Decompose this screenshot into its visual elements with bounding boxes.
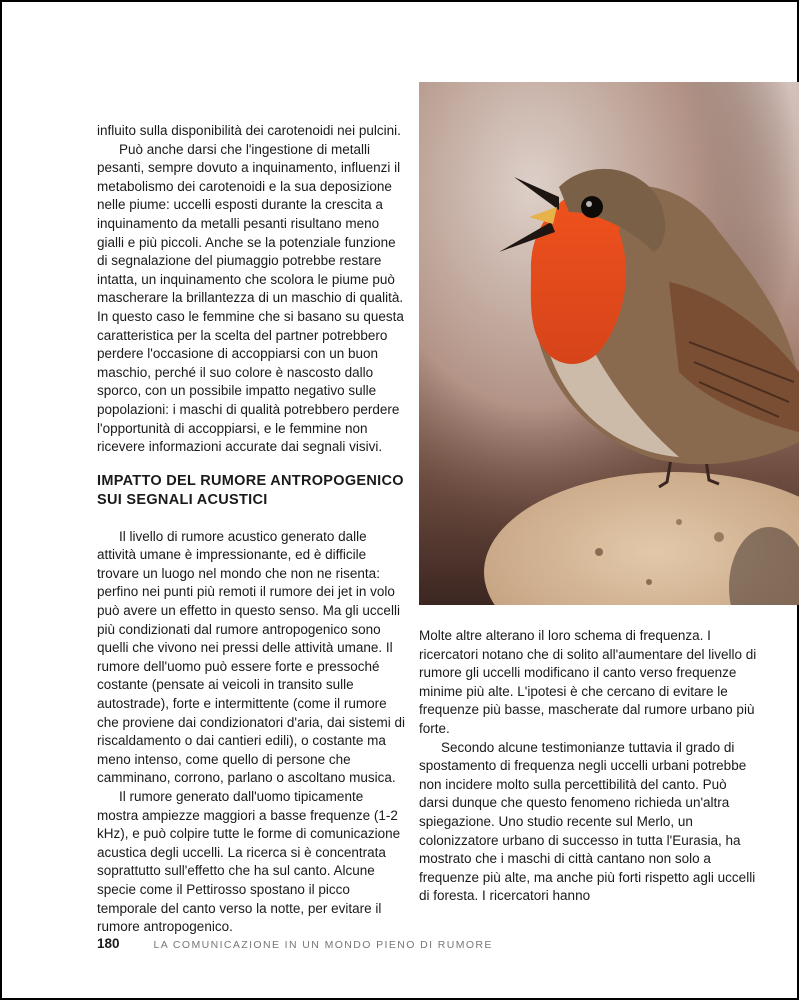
running-head: LA COMUNICAZIONE IN UN MONDO PIENO DI RUMORE (153, 939, 493, 951)
paragraph: Molte altre alterano il loro schema di frequenza. I ricercatori notano che di solito all'aumentare del livello di rumore gli uccelli modificano il canto verso frequenze minime più alte. L'ipotesi è che cercano di evitare le frequenze più basse, mascherate dal rumore urbano più forte. (419, 628, 757, 736)
left-text-column (97, 122, 407, 937)
robin-illustration (419, 82, 799, 605)
section-heading: IMPATTO DEL RUMORE ANTROPOGENICO SUI SEGNALI ACUSTICI (97, 472, 404, 508)
paragraph: influito sulla disponibilità dei carotenoidi nei pulcini. (97, 123, 401, 138)
paragraph: Può anche darsi che l'ingestione di metalli pesanti, sempre dovuto a inquinamento, influenzi il metabolismo dei carotenoidi e la sua deposizione nelle piume: uccelli esposti durante la crescita a inquinamento da metalli pesanti risultano meno gialli e più piccoli. Anche se la potenziale funzione di segnalazione del piumaggio potrebbe restare intatta, un inquinamento che scolora le piume può mascherare la brillantezza di un maschio di qualità. In questo caso le femmine che si basano su questa caratteristica per la scelta del partner potrebbero perdere l'occasione di accoppiarsi con un buon maschio, perché il suo colore è nascosto dallo sporco, con un possibile impatto negativo sulle popolazioni: i maschi di qualità potrebbero perdere l'opportunità di accoppiarsi, e le femmine non ricevere informazioni accurate dai segnali visivi. (97, 141, 404, 455)
robin-photo (419, 82, 799, 605)
page-number: 180 (97, 936, 120, 951)
page-footer (97, 936, 493, 951)
right-text-column (419, 627, 759, 906)
paragraph: Il livello di rumore acustico generato dalle attività umane è impressionante, ed è difficile trovare un luogo nel mondo che non ne risenta: perfino nei punti più remoti il rumore dei jet in volo può avere un effetto in questo senso. Ma gli uccelli più condizionati dal rumore antropogenico sono quelli che vivono nei pressi delle attività umane. Il rumore dell'uomo può essere forte e pressoché costante (pensate ai veicoli in transito sulle autostrade), forte e intermittente (come il rumore che proviene dai condizionatori d'aria, dai sistemi di riscaldamento o dai cantieri edili), o costante ma meno intenso, come quello di persone che camminano, corrono, parlano o ascoltano musica. (97, 528, 405, 786)
paragraph: Il rumore generato dall'uomo tipicamente mostra ampiezze maggiori a basse frequenze (1-2 kHz), e può colpire tutte le forme di comunicazione acustica degli uccelli. La ricerca si è concentrata soprattutto sull'effetto che ha sul canto. Alcune specie come il Pettirosso spostano il picco temporale del canto verso la notte, per evitare il rumore antropogenico. (97, 789, 401, 935)
paragraph: Secondo alcune testimonianze tuttavia il grado di spostamento di frequenza negli uccelli urbani potrebbe non incidere molto sulla percettibilità del canto. Può darsi dunque che questo fenomeno richieda un'altra spiegazione. Uno studio recente sul Merlo, un colonizzatore urbano di successo in tutta l'Eurasia, ha mostrato che i maschi di città cantano non solo a frequenze più alte, ma anche più forti rispetto agli uccelli di foresta. I ricercatori hanno (419, 739, 756, 904)
